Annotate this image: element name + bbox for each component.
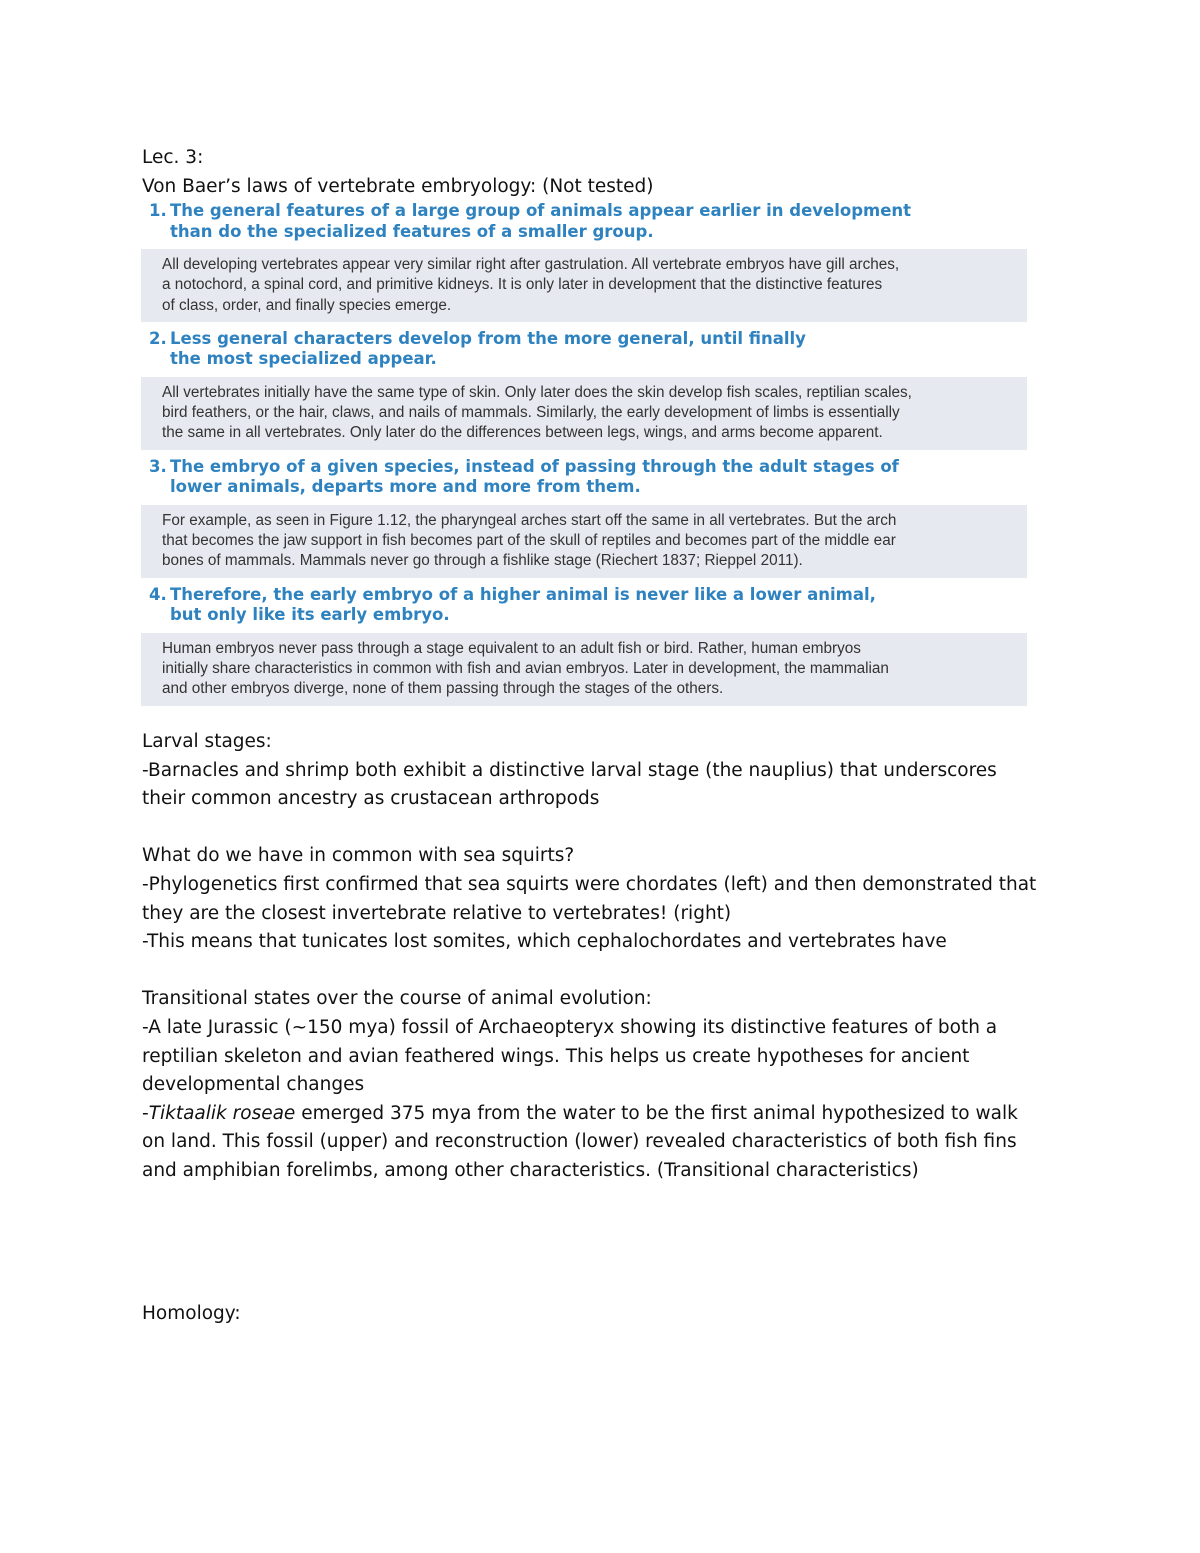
law-heading (141, 329, 1027, 370)
transitional-paragraph-line: on land. This fossil (upper) and reconstruction (lower) revealed characteristics of both fish fins (142, 1131, 1017, 1153)
law-heading-line: The embryo of a given species, instead of passing through the adult stages of (170, 456, 899, 476)
paragraph-gap (142, 1186, 1082, 1300)
law-number: 1. (149, 201, 167, 220)
sea-squirts-paragraph-line: they are the closest invertebrate relative to vertebrates! (right) (142, 902, 732, 924)
transitional-paragraph-line (142, 1100, 1082, 1129)
dash-prefix: - (142, 1102, 149, 1124)
transitional-heading: Transitional states over the course of animal evolution: (142, 988, 652, 1010)
species-name: Tiktaalik roseae (148, 1102, 296, 1124)
law-body-line: of class, order, and finally species emerge. (162, 296, 452, 314)
law-body-line: and other embryos diverge, none of them passing through the stages of the others. (162, 680, 724, 698)
law-heading-line: Less general characters develop from the more general, until finally (170, 328, 806, 348)
law-number: 4. (149, 584, 167, 604)
larval-heading: Larval stages: (142, 731, 272, 752)
paragraph-text: emerged 375 mya from the water to be the first animal hypothesized to walk (295, 1102, 1018, 1124)
sea-squirts-paragraph-line: -This means that tunicates lost somites, which cephalochordates and vertebrates have (142, 931, 947, 953)
section-title: Von Baer’s laws of vertebrate embryology: (Not tested) (142, 175, 654, 197)
law-explanation-box (141, 249, 1027, 322)
law-heading (141, 457, 1027, 498)
law-body-line: bones of mammals. Mammals never go through a fishlike stage (Riechert 1837; Rieppel 2011). (162, 552, 803, 570)
law-heading-line: lower animals, departs more and more from them. (170, 477, 641, 497)
law-heading-line: than do the specialized features of a smaller group. (170, 221, 654, 241)
law-number: 3. (149, 456, 167, 476)
sea-squirts-heading: What do we have in common with sea squirts? (142, 845, 575, 867)
lecture-label: Lec. 3: (142, 147, 204, 168)
law-heading-text (149, 457, 1027, 498)
law-body-line: the same in all vertebrates. Only later do the differences between legs, wings, and arms become apparent. (162, 424, 883, 442)
law-heading-text (149, 329, 1027, 370)
law-body-line: bird feathers, or the hair, claws, and nails of mammals. Similarly, the early development of limbs is essentially (162, 404, 900, 422)
law-heading (141, 201, 1027, 242)
paragraph-gap (142, 814, 1082, 843)
law-body-line: a notochord, a spinal cord, and primitive kidneys. It is only later in development that the distinctive features (162, 276, 883, 294)
law-heading-line: The general features of a large group of animals appear earlier in development (170, 201, 912, 220)
law-explanation-box (141, 377, 1027, 450)
law-body-line: All vertebrates initially have the same type of skin. Only later does the skin develop fish scales, reptilian scales, (162, 383, 912, 401)
law-explanation-box (141, 633, 1027, 706)
law-heading-text (149, 201, 1027, 242)
larval-paragraph-line: -Barnacles and shrimp both exhibit a distinctive larval stage (the nauplius) that underscores (142, 759, 997, 781)
law-body-line: For example, as seen in Figure 1.12, the pharyngeal arches start off the same in all vertebrates. But the arch (162, 511, 897, 529)
law-heading (141, 585, 1027, 626)
notes-body (142, 728, 1082, 1328)
law-heading-line: but only like its early embryo. (170, 605, 450, 625)
law-heading-text (149, 585, 1027, 626)
transitional-paragraph-line: -A late Jurassic (~150 mya) fossil of Archaeopteryx showing its distinctive features of both a (142, 1016, 998, 1038)
law-number: 2. (149, 328, 167, 348)
transitional-paragraph-line: reptilian skeleton and avian feathered wings. This helps us create hypotheses for ancient (142, 1045, 970, 1067)
von-baer-laws-figure (141, 201, 1027, 713)
larval-paragraph-line: their common ancestry as crustacean arthropods (142, 788, 600, 810)
homology-heading: Homology: (142, 1302, 241, 1324)
law-heading-line: Therefore, the early embryo of a higher animal is never like a lower animal, (170, 584, 876, 604)
law-explanation-box (141, 505, 1027, 578)
transitional-paragraph-line: developmental changes (142, 1074, 365, 1096)
law-body-line: that becomes the jaw support in fish becomes part of the skull of reptiles and becomes part of the middle ear (162, 532, 896, 550)
sea-squirts-paragraph-line: -Phylogenetics first confirmed that sea squirts were chordates (left) and then demonstrated that (142, 873, 1037, 895)
document-header (142, 144, 1082, 201)
law-heading-line: the most specialized appear. (170, 349, 437, 369)
transitional-paragraph-line: and amphibian forelimbs, among other characteristics. (Transitional characteristics) (142, 1159, 919, 1181)
paragraph-gap (142, 957, 1082, 986)
law-body-line: Human embryos never pass through a stage equivalent to an adult fish or bird. Rather, human embryos (162, 639, 861, 657)
law-body-line: initially share characteristics in common with fish and avian embryos. Later in development, the mammalian (162, 659, 889, 677)
law-body-line: All developing vertebrates appear very similar right after gastrulation. All vertebrate embryos have gill arches, (162, 256, 900, 273)
